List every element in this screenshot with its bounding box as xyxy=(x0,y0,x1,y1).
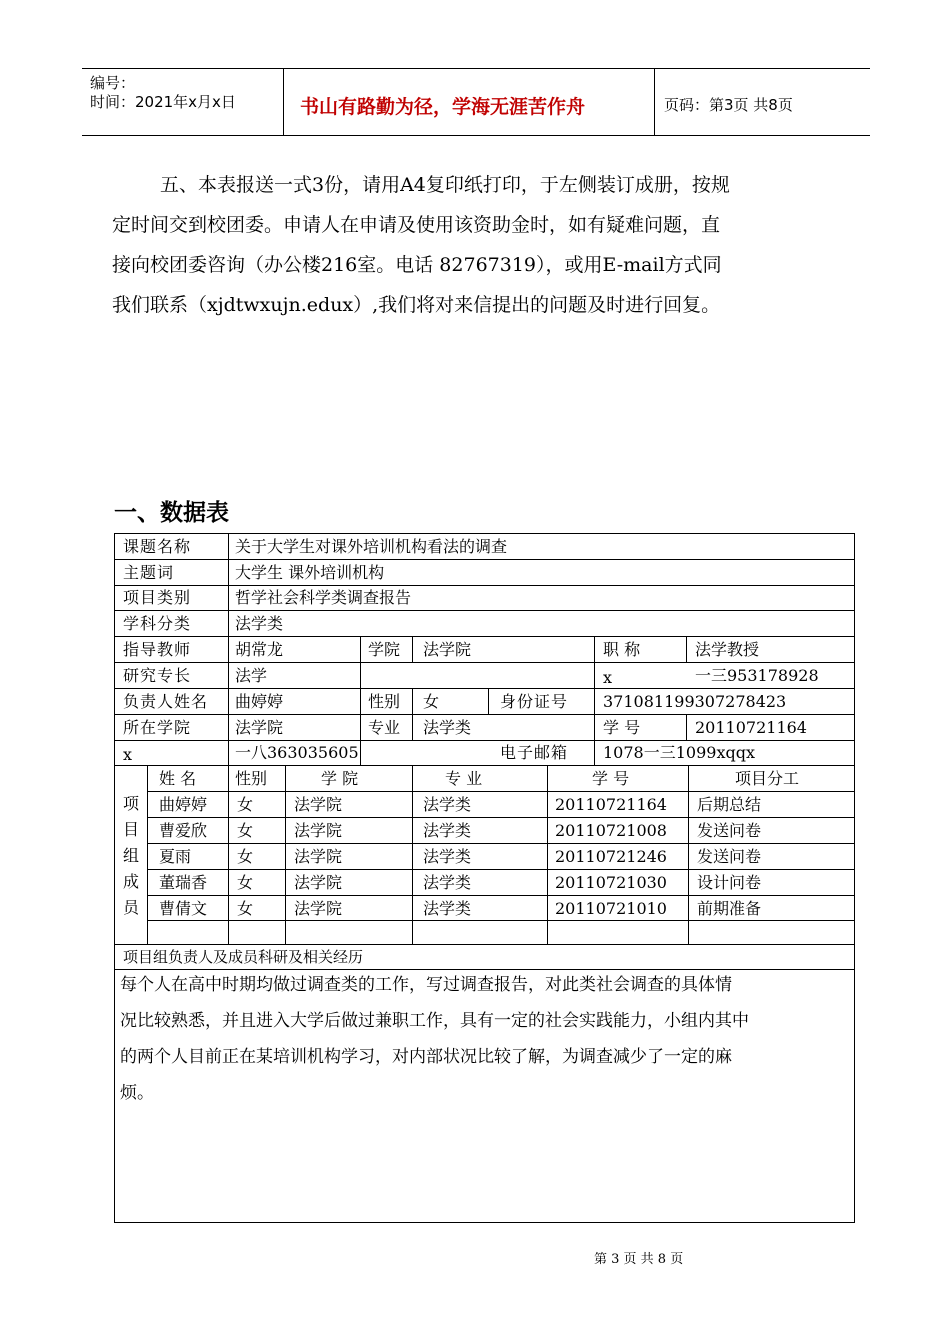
header-bottom-rule xyxy=(82,135,870,136)
category-value: 哲学社会科学类调查报告 xyxy=(235,588,412,607)
keywords-value: 大学生 课外培训机构 xyxy=(235,563,385,582)
member-college: 法学院 xyxy=(294,873,343,892)
gender-label: 性别 xyxy=(368,692,401,711)
member-header-role: 项目分工 xyxy=(735,769,800,788)
email-value: 1078一三1099xqqx xyxy=(603,743,755,762)
member-name: 曹爱欣 xyxy=(159,821,208,840)
major-label: 专业 xyxy=(368,718,401,737)
col-rule xyxy=(228,534,229,765)
student-no-value: 20110721164 xyxy=(695,718,807,737)
member-header-id: 学 号 xyxy=(592,769,630,788)
document-number-label: 编号： xyxy=(90,74,136,92)
contact-phone: 一八363035605 xyxy=(235,743,359,762)
member-header-college: 学 院 xyxy=(321,769,359,788)
contact-x: x xyxy=(123,745,133,764)
intro-line: 五、本表报送一式3份，请用A4复印纸打印，于左侧装订成册，按规 xyxy=(160,174,730,196)
leader-value: 曲婷婷 xyxy=(235,692,284,711)
group-label-char: 目 xyxy=(122,820,139,839)
experience-text xyxy=(120,967,848,1111)
col-rule xyxy=(488,688,489,714)
header-divider-2 xyxy=(654,68,655,135)
member-major: 法学类 xyxy=(423,821,472,840)
experience-line: 的两个人目前正在某培训机构学习，对内部状况比较了解，为调查减少了一定的麻 xyxy=(120,1047,732,1067)
advisor-college-value: 法学院 xyxy=(423,640,472,659)
member-role: 发送问卷 xyxy=(697,821,762,840)
specialty-value: 法学 xyxy=(235,666,268,685)
member-header-name: 姓 名 xyxy=(159,769,197,788)
member-name: 曹倩文 xyxy=(159,899,208,918)
member-row-rule xyxy=(147,791,854,792)
col-rule xyxy=(412,688,413,740)
row-rule xyxy=(115,585,854,586)
row-rule xyxy=(115,636,854,637)
row-rule xyxy=(115,740,854,741)
advisor-value: 胡常龙 xyxy=(235,640,284,659)
college-label: 学院 xyxy=(368,640,401,659)
member-college: 法学院 xyxy=(294,847,343,866)
intro-line: 定时间交到校团委。申请人在申请及使用该资助金时，如有疑难问题，直 xyxy=(112,214,721,236)
member-gender: 女 xyxy=(237,899,254,918)
member-college: 法学院 xyxy=(294,795,343,814)
col-rule xyxy=(594,636,595,765)
group-label-char: 项 xyxy=(122,794,139,813)
experience-line: 每个人在高中时期均做过调查类的工作，写过调查报告，对此类社会调查的具体情 xyxy=(120,975,732,995)
title-value: 法学教授 xyxy=(695,640,760,659)
gender-value: 女 xyxy=(423,692,440,711)
member-row-rule xyxy=(147,869,854,870)
member-name: 董瑞香 xyxy=(159,873,208,892)
member-gender: 女 xyxy=(237,821,254,840)
member-role: 前期准备 xyxy=(697,899,762,918)
school-label: 所在学院 xyxy=(123,718,192,737)
document-date: 时间：2021年x月x日 xyxy=(90,93,236,111)
row-rule xyxy=(115,559,854,560)
row-rule xyxy=(115,765,854,766)
page-footer: 第 3 页 共 8 页 xyxy=(594,1252,684,1267)
member-college: 法学院 xyxy=(294,821,343,840)
student-no-label: 学 号 xyxy=(603,718,641,737)
advisor-label: 指导教师 xyxy=(123,640,192,659)
header-page-info: 页码：第3页 共8页 xyxy=(664,96,793,114)
topic-label: 课题名称 xyxy=(123,537,192,556)
experience-line: 烦。 xyxy=(120,1083,154,1103)
col-rule xyxy=(412,636,413,662)
member-gender: 女 xyxy=(237,847,254,866)
data-table xyxy=(114,533,855,1223)
header-motto: 书山有路勤为径，学海无涯苦作舟 xyxy=(300,96,586,118)
member-col-rule xyxy=(228,765,229,944)
member-name: 夏雨 xyxy=(159,847,192,866)
group-members-label xyxy=(121,791,141,921)
major-value: 法学类 xyxy=(423,718,472,737)
school-value: 法学院 xyxy=(235,718,284,737)
member-row-rule xyxy=(147,843,854,844)
header-top-rule xyxy=(82,68,870,69)
member-row-rule xyxy=(147,895,854,896)
member-major: 法学类 xyxy=(423,873,472,892)
id-label: 身份证号 xyxy=(500,692,569,711)
member-id: 20110721246 xyxy=(555,847,667,866)
section-title: 一、数据表 xyxy=(114,500,229,526)
col-rule xyxy=(686,714,687,740)
member-college: 法学院 xyxy=(294,899,343,918)
intro-paragraph xyxy=(112,165,840,325)
experience-line: 况比较熟悉，并且进入大学后做过兼职工作，具有一定的社会实践能力，小组内其中 xyxy=(120,1011,749,1031)
member-id: 20110721010 xyxy=(555,899,667,918)
intro-line: 我们联系（xjdtwxujn.edux）,我们将对来信提出的问题及时进行回复。 xyxy=(112,294,721,316)
discipline-label: 学科分类 xyxy=(123,614,192,633)
member-major: 法学类 xyxy=(423,795,472,814)
member-col-rule xyxy=(547,765,548,944)
row-rule xyxy=(115,944,854,945)
title-label: 职 称 xyxy=(603,640,641,659)
member-name: 曲婷婷 xyxy=(159,795,208,814)
intro-line: 接向校团委咨询（办公楼216室。电话 82767319），或用E-mail方式同 xyxy=(112,254,722,276)
member-major: 法学类 xyxy=(423,847,472,866)
member-gender: 女 xyxy=(237,873,254,892)
category-label: 项目类别 xyxy=(123,588,192,607)
member-col-rule xyxy=(147,765,148,944)
row-rule xyxy=(115,610,854,611)
email-label: 电子邮箱 xyxy=(500,743,569,762)
specialty-phone: 一三953178928 xyxy=(695,666,819,685)
header-divider-1 xyxy=(283,68,284,135)
member-id: 20110721030 xyxy=(555,873,667,892)
group-label-char: 组 xyxy=(122,846,139,865)
specialty-x: x xyxy=(603,668,613,687)
leader-label: 负责人姓名 xyxy=(123,692,209,711)
member-header-major: 专 业 xyxy=(445,769,483,788)
row-rule xyxy=(115,688,854,689)
member-id: 20110721164 xyxy=(555,795,667,814)
member-col-rule xyxy=(412,765,413,944)
row-rule xyxy=(115,662,854,663)
member-role: 发送问卷 xyxy=(697,847,762,866)
member-major: 法学类 xyxy=(423,899,472,918)
col-rule xyxy=(360,636,361,765)
experience-label: 项目组负责人及成员科研及相关经历 xyxy=(123,948,364,966)
member-header-gender: 性别 xyxy=(235,769,268,788)
keywords-label: 主题词 xyxy=(123,563,175,582)
member-gender: 女 xyxy=(237,795,254,814)
member-col-rule xyxy=(285,765,286,944)
col-rule xyxy=(686,636,687,662)
specialty-label: 研究专长 xyxy=(123,666,192,685)
member-role: 设计问卷 xyxy=(697,873,762,892)
member-id: 20110721008 xyxy=(555,821,667,840)
id-value: 371081199307278423 xyxy=(603,692,787,711)
topic-value: 关于大学生对课外培训机构看法的调查 xyxy=(235,537,508,556)
member-row-rule xyxy=(147,817,854,818)
group-label-char: 成 xyxy=(122,872,139,891)
member-role: 后期总结 xyxy=(697,795,762,814)
group-label-char: 员 xyxy=(122,898,139,917)
member-row-rule xyxy=(147,920,854,921)
row-rule xyxy=(115,714,854,715)
discipline-value: 法学类 xyxy=(235,614,284,633)
member-col-rule xyxy=(688,765,689,944)
